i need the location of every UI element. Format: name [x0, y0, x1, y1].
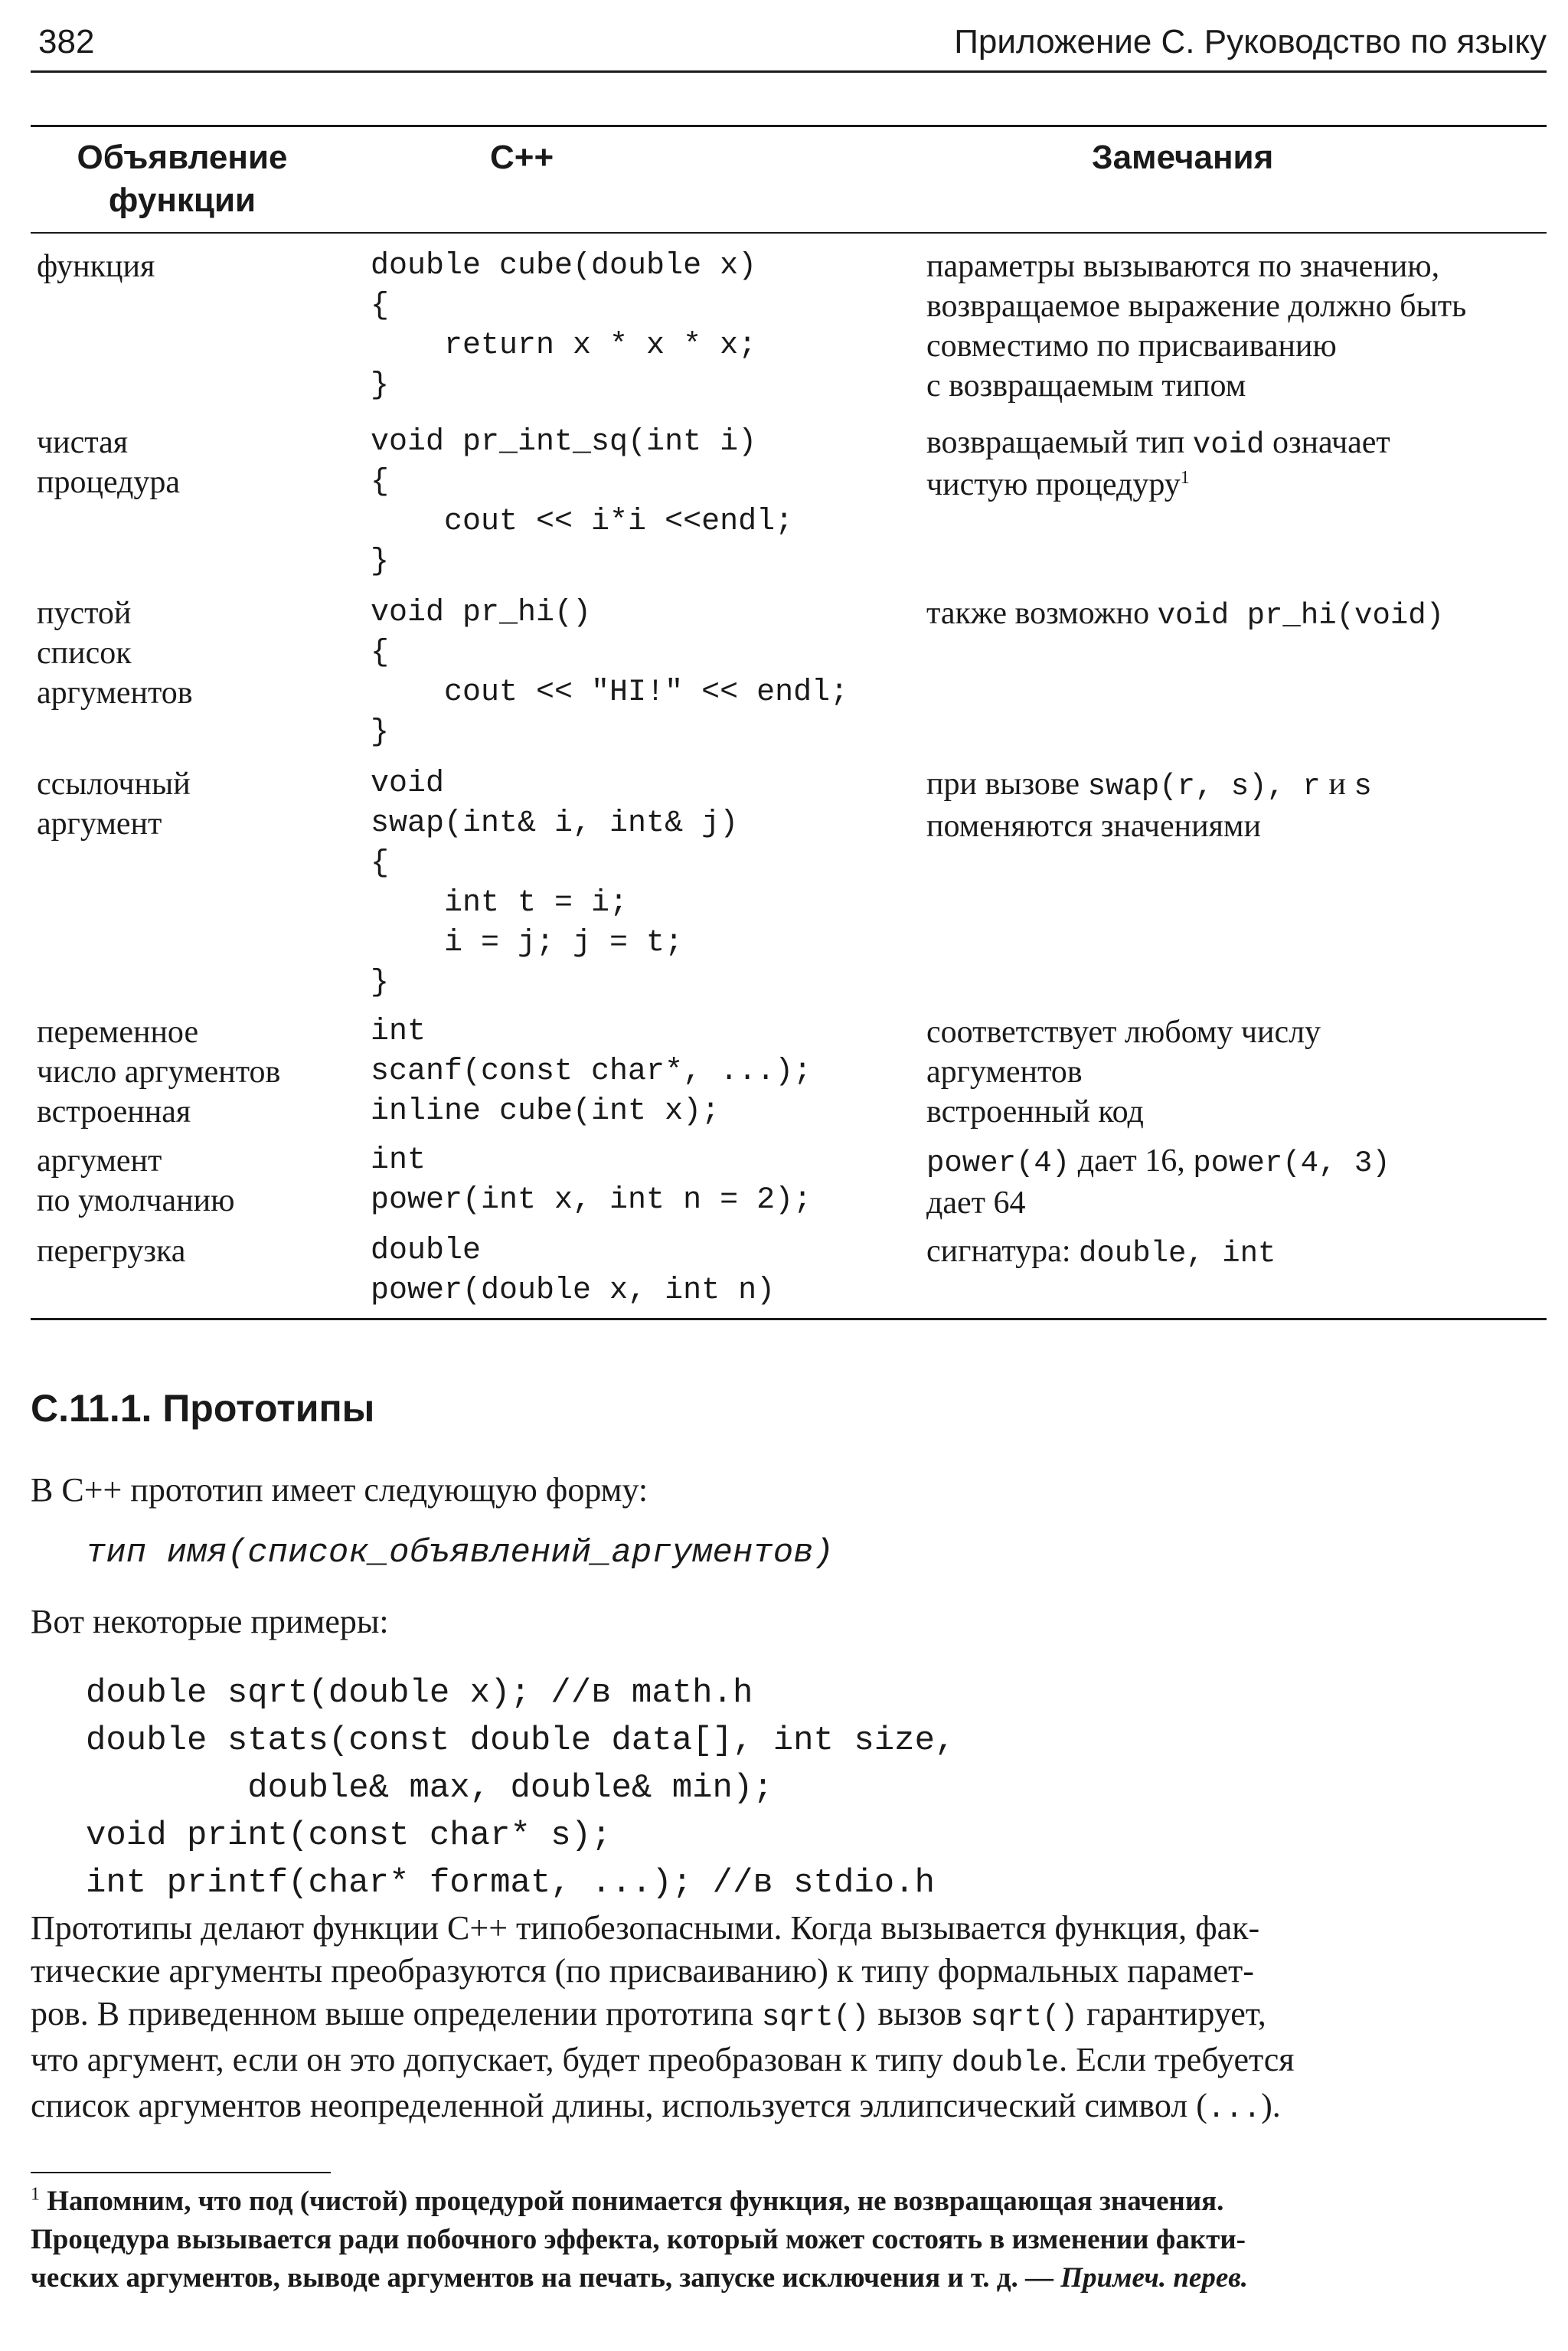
prototype-form: тип имя(список_объявлений_аргументов) [86, 1534, 834, 1572]
row-kind: переменное число аргументов [37, 1015, 281, 1090]
body-paragraph: Прототипы делают функции С++ типобезопасными. Когда вызывается функция, фак- тические аргументы преобразуются (по присваиванию) к типу формальных парамет- ров. В приведенном выше определении прототипа sqrt() вызов sqrt() гарантирует, что аргумент, если он это допускает, будет преобразован к типу double. Если требуется список аргументов неопределенной длины, используется эллипсический символ (...). [31, 1909, 1295, 2126]
row-notes: power(4) дает 16, power(4, 3) дает 64 [926, 1143, 1390, 1221]
row-kind: функция [37, 249, 155, 284]
row-kind: перегрузка [37, 1234, 186, 1269]
row-notes: сигнатура: double, int [926, 1234, 1276, 1270]
row-kind: аргумент по умолчанию [37, 1143, 235, 1218]
row-notes: также возможно void pr_hi(void) [926, 596, 1445, 633]
row-code: void swap(int& i, int& j) { int t = i; i = j; j = t; } [371, 767, 739, 1000]
section-title: С.11.1. Прототипы [31, 1387, 375, 1430]
intro-paragraph: В С++ прототип имеет следующую форму: [31, 1471, 648, 1509]
row-kind: пустой список аргументов [37, 596, 193, 711]
row-notes: встроенный код [926, 1094, 1144, 1130]
table-header-cpp: С++ [490, 139, 554, 176]
footnote-ref: 1 [1180, 468, 1190, 488]
footnote: $^1$ Напомним, что под (чистой) процедурой понимается функция, не возвращающая значения. Процедура вызывается ради побочного эффекта, который может состоять в изменении факти- ческих аргументов, выводе аргументов на печать, запуске исключения и т. д. — Примеч. перев. [31, 2184, 1249, 2294]
row-code: void pr_hi() { cout << "HI!" << endl; } [371, 596, 849, 750]
row-code: double cube(double x) { return x * x * x; } [371, 249, 757, 403]
row-notes: соответствует любому числу аргументов [926, 1015, 1321, 1090]
table-header-declaration: Объявление функции [77, 139, 288, 219]
row-notes: при вызове swap(r, s), r и s поменяются значениями [926, 767, 1372, 844]
running-title: Приложение С. Руководство по языку [954, 23, 1547, 60]
running-header [31, 23, 1547, 69]
footnote-rule [31, 2172, 331, 2173]
row-code: double power(double x, int n) [371, 1234, 776, 1308]
page-number: 382 [38, 23, 95, 60]
table-header-notes: Замечания [1092, 139, 1274, 176]
table-bottom-rule [31, 1318, 1547, 1320]
row-kind: встроенная [37, 1094, 191, 1130]
table-top-rule [31, 125, 1547, 127]
row-code: int power(int x, int n = 2); [371, 1143, 812, 1218]
examples-intro: Вот некоторые примеры: [31, 1603, 389, 1640]
row-notes: параметры вызываются по значению, возвращаемое выражение должно быть совместимо по присваиванию с возвращаемым типом [926, 249, 1467, 404]
row-notes: возвращаемый тип void означает чистую процедуру$^1$ [926, 425, 1390, 502]
examples-code: double sqrt(double x); //в math.h double stats(const double data[], int size, double& max, double& min); void print(const char* s); int printf(char* format, ...); //в stdio.h [86, 1674, 956, 1902]
row-code: void pr_int_sq(int i) { cout << i*i <<endl; } [371, 425, 794, 579]
row-code: inline cube(int x); [371, 1094, 720, 1129]
row-code: int scanf(const char*, ...); [371, 1015, 812, 1089]
row-kind: ссылочный аргумент [37, 767, 191, 842]
header-rule [31, 70, 1547, 73]
row-kind: чистая процедура [37, 425, 181, 500]
table-header-rule [31, 232, 1547, 234]
footnote-mark: 1 [31, 2184, 40, 2205]
